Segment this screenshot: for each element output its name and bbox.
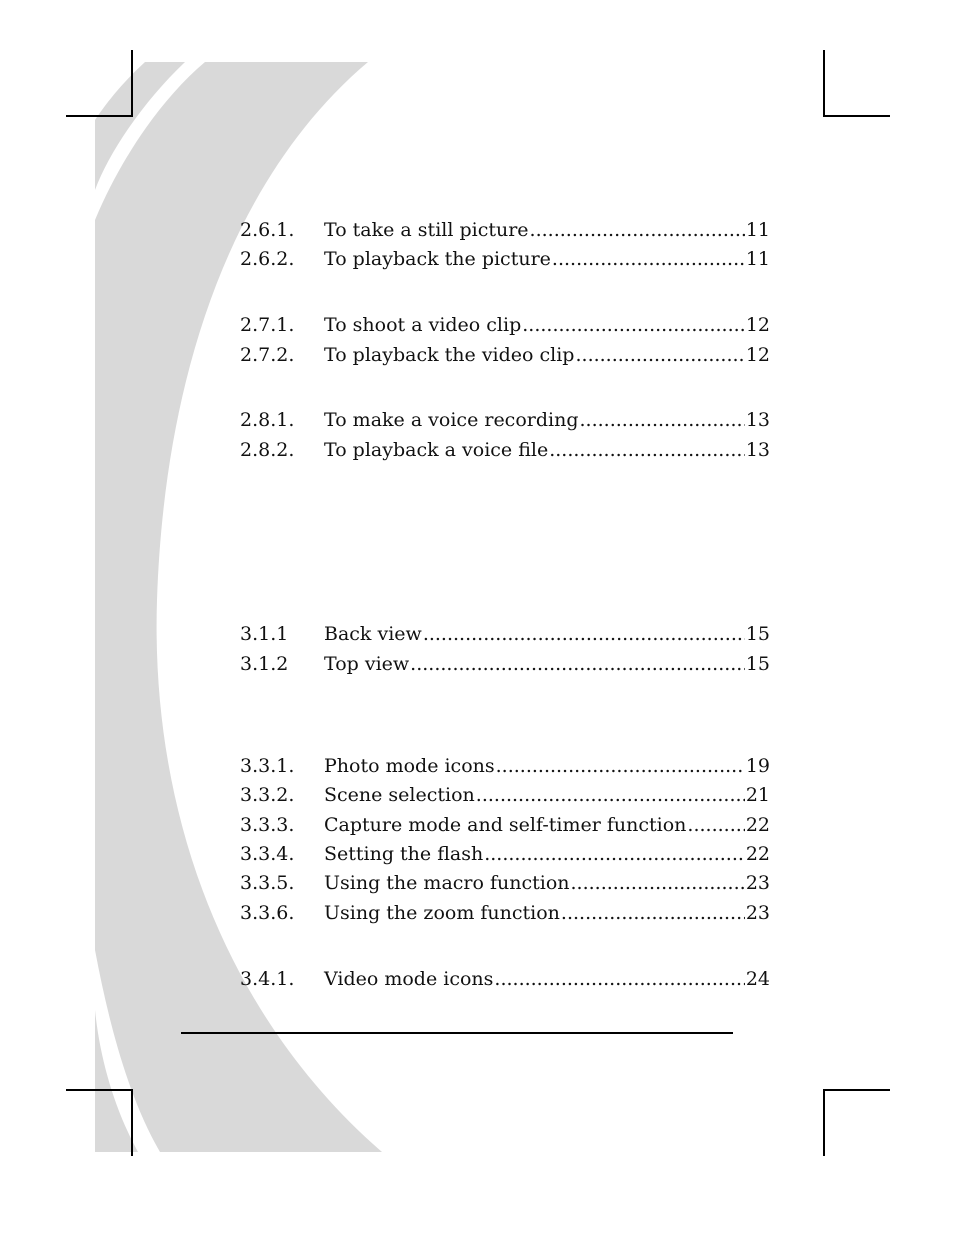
toc-entry-number: 3.4.1. [240, 968, 295, 990]
toc-entry-number: 2.8.2. [240, 439, 295, 461]
toc-entry[interactable] [240, 621, 770, 647]
toc-entry-title: Back view [324, 623, 422, 645]
toc-entry-page: 23 [745, 872, 770, 894]
toc-entry-page: 15 [745, 653, 770, 675]
toc-entry-leader [476, 782, 745, 808]
toc-entry[interactable] [240, 342, 770, 368]
toc-entry[interactable] [240, 753, 770, 779]
toc-entry-number: 3.3.2. [240, 784, 295, 806]
toc-entry[interactable] [240, 812, 770, 838]
footer-rule [181, 1032, 733, 1034]
toc-entry-title: To playback the video clip [324, 344, 575, 366]
toc-entry-number: 3.3.6. [240, 902, 295, 924]
toc-entry[interactable] [240, 651, 770, 677]
toc-entry-number: 3.1.2 [240, 653, 289, 675]
toc-entry-page: 13 [745, 439, 770, 461]
toc-entry[interactable] [240, 437, 770, 463]
toc-entry-number: 2.7.1. [240, 314, 295, 336]
toc-entry[interactable] [240, 217, 770, 243]
toc-entry[interactable] [240, 900, 770, 926]
toc-entry-title: Video mode icons [324, 968, 494, 990]
toc-entry-page: 15 [745, 623, 770, 645]
toc-entry-page: 24 [745, 968, 770, 990]
toc-entry-page: 22 [745, 843, 770, 865]
toc-entry[interactable] [240, 966, 770, 992]
toc-entry-page: 12 [745, 314, 770, 336]
toc-entry-number: 2.6.1. [240, 219, 295, 241]
toc-entry-number: 3.3.5. [240, 872, 295, 894]
toc-entry-title: To take a still picture [324, 219, 529, 241]
toc-entry[interactable] [240, 246, 770, 272]
toc-entry-number: 3.1.1 [240, 623, 289, 645]
toc-entry-page: 12 [745, 344, 770, 366]
toc-entry-leader [552, 246, 745, 272]
toc-entry-leader [410, 651, 745, 677]
toc-entry-title: Setting the flash [324, 843, 484, 865]
toc-entry-number: 2.8.1. [240, 409, 295, 431]
toc-entry[interactable] [240, 407, 770, 433]
toc-entry-number: 3.3.3. [240, 814, 295, 836]
toc-entry-page: 19 [745, 755, 770, 777]
toc-entry[interactable] [240, 312, 770, 338]
toc-entry-leader [496, 753, 745, 779]
toc-entry-leader [549, 437, 745, 463]
toc-entry-number: 2.6.2. [240, 248, 295, 270]
toc-entry-title: Capture mode and self-timer function [324, 814, 687, 836]
toc-entry-title: To playback a voice file [324, 439, 549, 461]
toc-entry-title: Photo mode icons [324, 755, 495, 777]
toc-entry-leader [423, 621, 745, 647]
toc-entry-page: 11 [745, 219, 770, 241]
toc-entry-title: Using the macro function [324, 872, 570, 894]
toc-entry-page: 22 [745, 814, 770, 836]
toc-entry-leader [484, 841, 745, 867]
toc-entry-title: To shoot a video clip [324, 314, 522, 336]
toc-entry[interactable] [240, 841, 770, 867]
toc-entry-title: Top view [324, 653, 410, 675]
toc-entry-leader [522, 312, 745, 338]
toc-entry-leader [561, 900, 745, 926]
toc-entry-number: 3.3.4. [240, 843, 295, 865]
toc-entry-title: To playback the picture [324, 248, 551, 270]
toc-entry-title: Using the zoom function [324, 902, 560, 924]
toc-entry-number: 2.7.2. [240, 344, 295, 366]
toc-entry-leader [494, 966, 744, 992]
toc-entry-page: 23 [745, 902, 770, 924]
toc-entry-leader [687, 812, 744, 838]
toc-entry-leader [575, 342, 744, 368]
toc-entry-page: 13 [745, 409, 770, 431]
toc-entry-leader [571, 870, 745, 896]
toc-entry-page: 11 [745, 248, 770, 270]
toc-entry-title: Scene selection [324, 784, 475, 806]
toc-entry-page: 21 [745, 784, 770, 806]
toc-entry-number: 3.3.1. [240, 755, 295, 777]
toc-entry[interactable] [240, 870, 770, 896]
toc-entry-leader [530, 217, 745, 243]
toc-entry-title: To make a voice recording [324, 409, 579, 431]
toc-entry[interactable] [240, 782, 770, 808]
toc-entry-leader [580, 407, 745, 433]
